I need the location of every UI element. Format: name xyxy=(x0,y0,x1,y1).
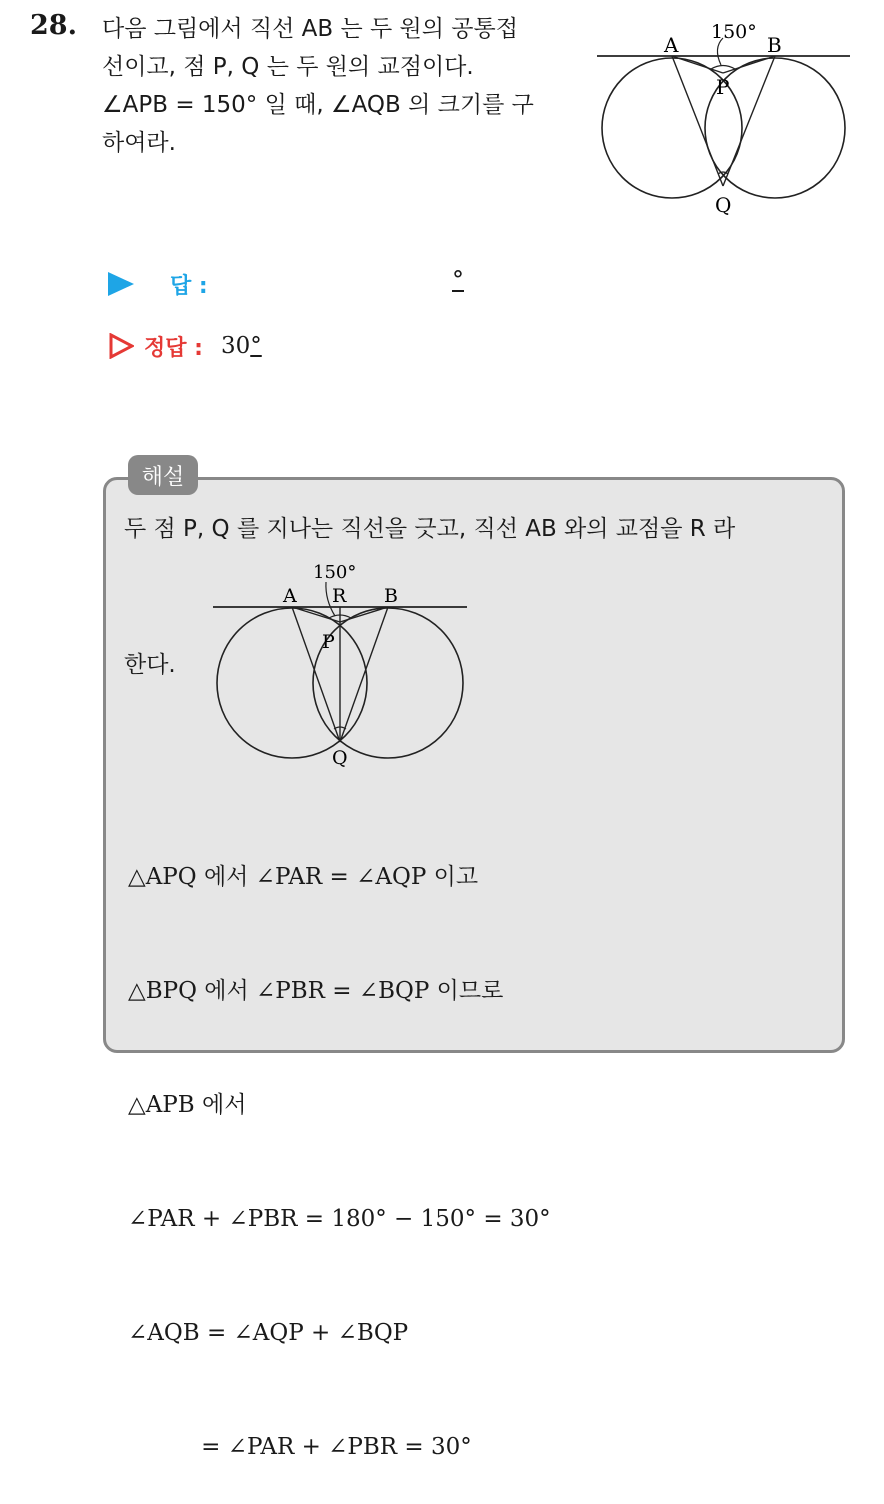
correct-answer-row xyxy=(108,328,262,364)
segment-bp xyxy=(340,607,388,622)
solution-tab: 해설 xyxy=(128,455,198,495)
correct-answer-label: 정답 : xyxy=(144,335,203,361)
solution-figure xyxy=(205,556,475,772)
left-circle xyxy=(217,608,367,758)
segment-bq xyxy=(723,56,775,186)
answer-row xyxy=(108,266,208,302)
question-line: 하여라. xyxy=(102,130,176,156)
correct-answer-value xyxy=(221,333,262,359)
solution-intro: 두 점 P, Q 를 지나는 직선을 긋고, 직선 AB 와의 교점을 R 라 xyxy=(124,516,736,542)
correct-value-number: 30 xyxy=(220,333,251,359)
label-p: P xyxy=(716,75,730,99)
question-line: ∠APB = 150° 일 때, ∠AQB 의 크기를 구 xyxy=(102,92,534,118)
solution-step: = ∠PAR + ∠PBR = 30° xyxy=(128,1434,472,1460)
question-line: 선이고, 점 P, Q 는 두 원의 교점이다. xyxy=(102,54,474,80)
solution-step: ∠PAR + ∠PBR = 180° − 150° = 30° xyxy=(128,1206,551,1232)
solution-step: △BPQ 에서 ∠PBR = ∠BQP 이므로 xyxy=(128,978,504,1004)
segment-aq xyxy=(292,607,340,742)
angle-arc-apb xyxy=(711,66,735,70)
solution-step: ∠AQB = ∠AQP + ∠BQP xyxy=(128,1320,409,1346)
label-angle: 150° xyxy=(711,21,757,43)
segment-bp xyxy=(723,56,775,73)
label-p: P xyxy=(322,631,335,653)
question-figure xyxy=(595,18,855,218)
solution-steps xyxy=(128,782,551,1504)
solution-step: △APQ 에서 ∠PAR = ∠AQP 이고 xyxy=(128,864,479,890)
label-a: A xyxy=(664,33,679,57)
answer-label: 답 : xyxy=(170,273,208,299)
segment-bq xyxy=(340,607,388,742)
correct-value-unit: ° xyxy=(250,333,262,359)
label-r: R xyxy=(332,585,347,607)
label-q: Q xyxy=(715,193,732,217)
answer-input[interactable]: ° xyxy=(452,266,464,294)
question-number: 28. xyxy=(30,10,77,41)
label-q: Q xyxy=(332,747,348,769)
outline-arrow-icon xyxy=(108,333,134,359)
question-text xyxy=(102,10,572,162)
label-a: A xyxy=(283,585,297,607)
label-b: B xyxy=(384,585,398,607)
segment-ap xyxy=(672,56,723,73)
question-line: 다음 그림에서 직선 AB 는 두 원의 공통접 xyxy=(102,16,518,42)
segment-ap xyxy=(292,607,340,622)
right-circle xyxy=(313,608,463,758)
play-arrow-icon xyxy=(108,272,134,296)
label-angle: 150° xyxy=(313,562,357,583)
solution-step: △APB 에서 xyxy=(128,1092,247,1118)
label-b: B xyxy=(767,33,782,57)
solution-intro-end: 한다. xyxy=(124,652,176,678)
